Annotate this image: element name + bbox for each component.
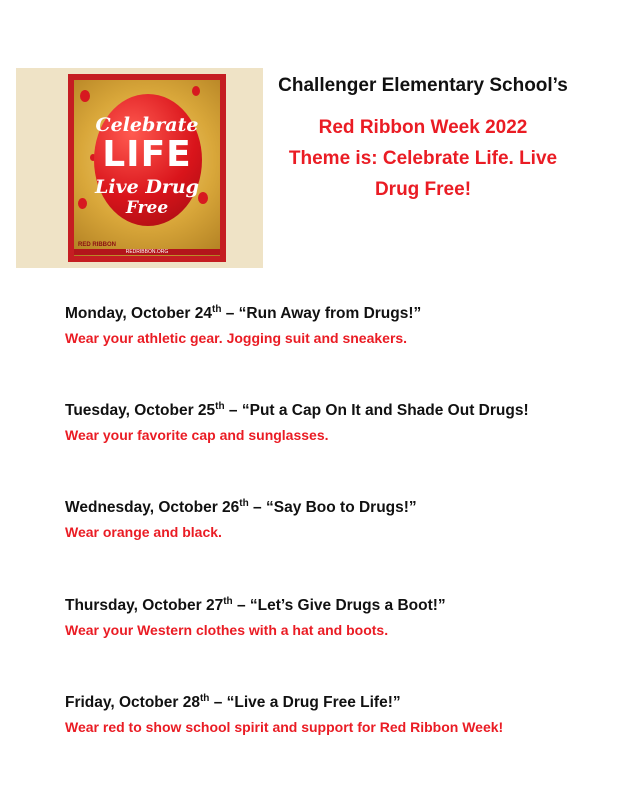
day-name: Friday, October 28 xyxy=(65,694,200,711)
school-name: Challenger Elementary School’s xyxy=(278,75,568,96)
day-suffix: th xyxy=(199,692,210,704)
red-ribbon-poster xyxy=(68,74,226,262)
day-instruction: Wear your favorite cap and sunglasses. xyxy=(65,427,329,443)
red-ribbon-logo: RED RIBBON xyxy=(78,242,117,248)
poster-celebrate-text: Celebrate xyxy=(95,114,199,136)
day-slogan: – “Run Away from Drugs!” xyxy=(221,305,422,322)
day-title xyxy=(65,401,625,421)
day-name: Wednesday, October 26 xyxy=(65,499,240,516)
day-suffix: th xyxy=(215,400,225,412)
day-instruction: Wear your athletic gear. Jogging suit and sneakers. xyxy=(65,330,408,346)
day-instruction: Wear orange and black. xyxy=(65,524,222,540)
poster-life-text: LIFE xyxy=(102,134,192,175)
day-title xyxy=(65,596,625,616)
theme-text xyxy=(268,112,578,205)
day-slogan: – “Live a Drug Free Life!” xyxy=(209,694,401,711)
day-name: Tuesday, October 25 xyxy=(65,402,216,419)
day-title xyxy=(65,693,625,713)
day-slogan: – “Say Boo to Drugs!” xyxy=(248,499,417,516)
day-title xyxy=(65,304,625,324)
theme-description: Theme is: Celebrate Life. Live Drug Free! xyxy=(288,148,558,200)
poster-live-drug-text: Live Drug xyxy=(95,176,199,198)
day-entry-friday xyxy=(65,693,625,737)
poster-url-text: REDRIBBON.ORG xyxy=(74,249,220,255)
day-instruction: Wear your Western clothes with a hat and boots. xyxy=(65,622,389,638)
page-header xyxy=(268,72,578,205)
day-suffix: th xyxy=(223,595,233,607)
day-entry-wednesday xyxy=(65,498,625,542)
poster-image xyxy=(16,68,263,268)
theme-line: Red Ribbon Week 2022 xyxy=(318,117,528,138)
balloon-dot xyxy=(80,90,90,102)
poster-background xyxy=(74,80,220,256)
day-suffix: th xyxy=(239,497,249,509)
day-name: Monday, October 24 xyxy=(65,305,212,322)
day-slogan: – “Put a Cap On It and Shade Out Drugs! xyxy=(224,402,529,419)
day-suffix: th xyxy=(212,303,222,315)
day-slogan: – “Let’s Give Drugs a Boot!” xyxy=(232,597,446,614)
poster-free-text: Free xyxy=(125,198,169,218)
day-title xyxy=(65,498,625,518)
day-instruction: Wear red to show school spirit and support for Red Ribbon Week! xyxy=(65,719,504,735)
day-name: Thursday, October 27 xyxy=(65,597,224,614)
day-entry-thursday xyxy=(65,596,625,640)
day-entry-tuesday xyxy=(65,401,625,445)
day-entry-monday xyxy=(65,304,625,348)
balloon-dot xyxy=(192,86,200,96)
